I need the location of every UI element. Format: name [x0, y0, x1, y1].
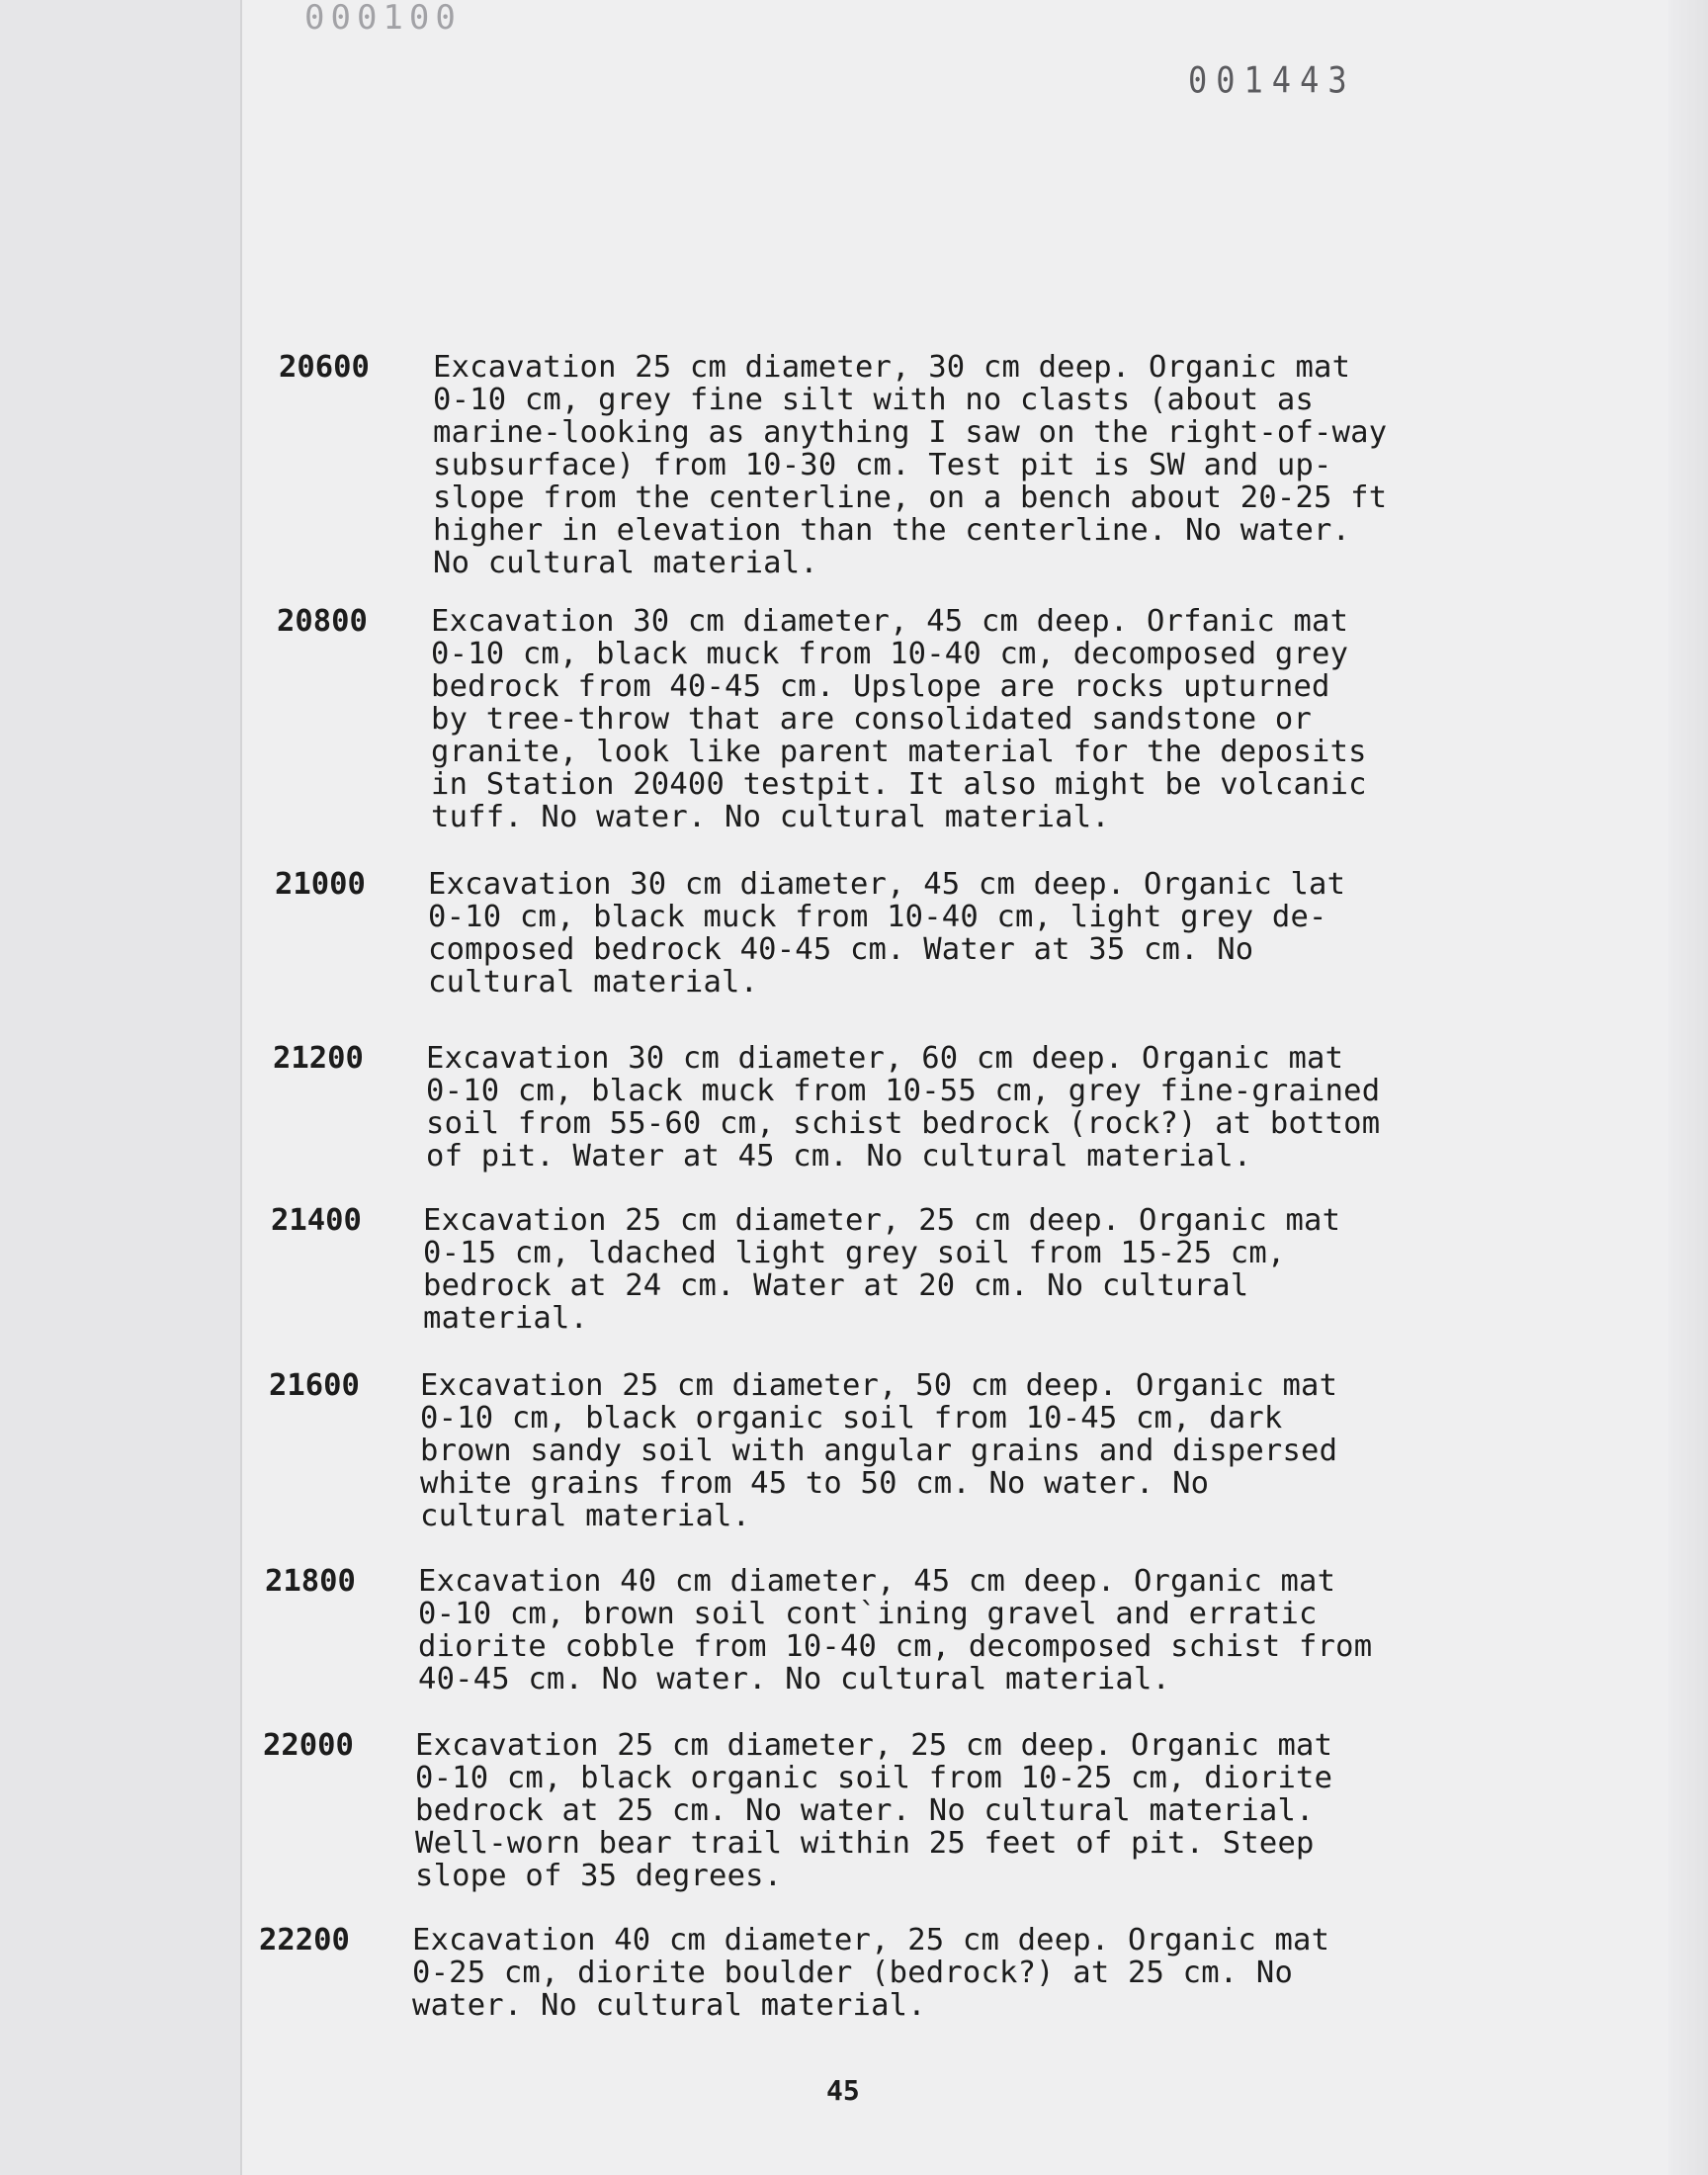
station-number: 21600	[269, 1368, 360, 1403]
right-edge-shade	[1668, 0, 1708, 2175]
station-description: Excavation 25 cm diameter, 25 cm deep. Organic mat 0-15 cm, ldached light grey soil from 15-25 cm, bedrock at 24 cm. Water at 20 cm. No cultural material.	[423, 1203, 1341, 1336]
station-number: 21800	[265, 1564, 356, 1599]
station-description: Excavation 40 cm diameter, 45 cm deep. Organic mat 0-10 cm, brown soil cont`ining gravel and erratic diorite cobble from 10-40 cm, decomposed schist from 40-45 cm. No water. No cultural material.	[418, 1564, 1373, 1696]
station-description: Excavation 30 cm diameter, 60 cm deep. Organic mat 0-10 cm, black muck from 10-55 cm, grey fine-grained soil from 55-60 cm, schist bedrock (rock?) at bottom of pit. Water at 45 cm. No cultural material.	[426, 1041, 1381, 1174]
station-description: Excavation 30 cm diameter, 45 cm deep. Organic lat 0-10 cm, black muck from 10-40 cm, light grey de- composed bedrock 40-45 cm. Water at 35 cm. No cultural material.	[428, 867, 1346, 1000]
document-number: 001443	[1188, 58, 1356, 102]
station-description: Excavation 25 cm diameter, 25 cm deep. Organic mat 0-10 cm, black organic soil from 10-25 cm, diorite bedrock at 25 cm. No water. No cultural material. Well-worn bear trail within 25 feet of pit. Steep slope of 35 degrees.	[415, 1728, 1333, 1893]
station-number: 20600	[279, 350, 370, 385]
station-description: Excavation 25 cm diameter, 30 cm deep. Organic mat 0-10 cm, grey fine silt with no clasts (about as marine-looking as anything I saw on the right-of-way subsurface) from 10-30 cm. Test pit is SW and up- slope from the centerline, on a bench about 20-25 ft higher in elevation than the centerline. No water. No cultural material.	[433, 350, 1388, 580]
station-number: 21400	[271, 1203, 362, 1238]
station-description: Excavation 25 cm diameter, 50 cm deep. Organic mat 0-10 cm, black organic soil from 10-45 cm, dark brown sandy soil with angular grains and dispersed white grains from 45 to 50 cm. No water. No cultural material.	[420, 1368, 1338, 1533]
station-description: Excavation 30 cm diameter, 45 cm deep. Orfanic mat 0-10 cm, black muck from 10-40 cm, decomposed grey bedrock from 40-45 cm. Upslope are rocks upturned by tree-throw that are consolidated sandstone or granite, look like parent material for the deposits in Station 20400 testpit. It also might be volcanic tuff. No water. No cultural material.	[431, 604, 1367, 834]
station-number: 22200	[259, 1923, 350, 1958]
station-number: 22000	[263, 1728, 354, 1763]
station-number: 21200	[273, 1041, 364, 1076]
page-number: 45	[826, 2074, 860, 2107]
left-margin-shade	[0, 0, 242, 2175]
station-description: Excavation 40 cm diameter, 25 cm deep. Organic mat 0-25 cm, diorite boulder (bedrock?) at 25 cm. No water. No cultural material.	[412, 1923, 1330, 2023]
page-fold-line	[240, 0, 242, 2175]
top-stamp-number: 000100	[304, 0, 462, 38]
station-number: 21000	[275, 867, 366, 902]
station-number: 20800	[277, 604, 368, 639]
